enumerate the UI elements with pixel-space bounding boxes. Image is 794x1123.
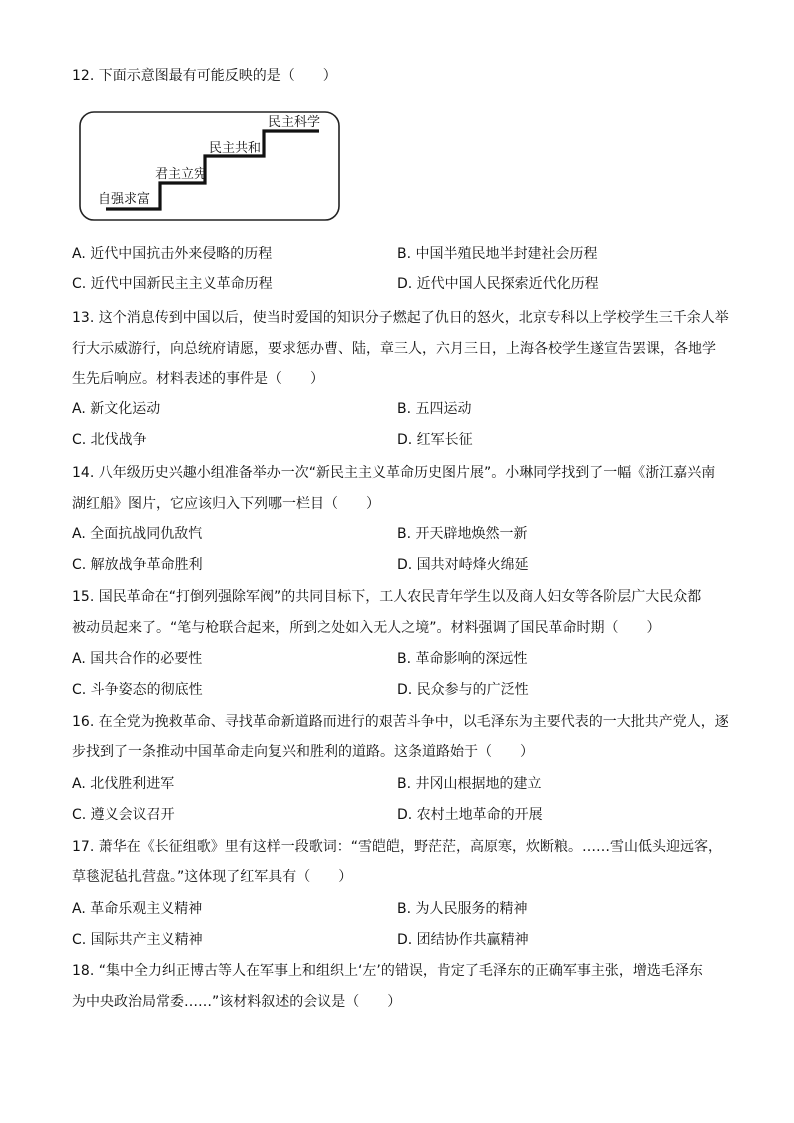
question-12-option-c[interactable]: C. 近代中国新民主主义革命历程 xyxy=(72,276,273,292)
step-label-1: 自强求富 xyxy=(98,192,151,207)
question-14-option-c[interactable]: C. 解放战争革命胜利 xyxy=(72,557,203,573)
question-17-option-d[interactable]: D. 团结协作共赢精神 xyxy=(397,932,529,948)
step-label-3: 民主共和 xyxy=(209,141,262,156)
question-17-option-b[interactable]: B. 为人民服务的精神 xyxy=(397,901,528,917)
question-13-stem-line-3: 生先后响应。材料表述的事件是（ ） xyxy=(72,371,324,387)
question-13-stem-line-2: 行大示威游行，向总统府请愿，要求惩办曹、陆，章三人，六月三日，上海各校学生遂宣告罢课，各地学 xyxy=(72,341,716,357)
question-17-option-c[interactable]: C. 国际共产主义精神 xyxy=(72,932,203,948)
question-15-stem-line-1: 15. 国民革命在“打倒列强除军阀”的共同目标下，工人农民青年学生以及商人妇女等各阶层广大民众都 xyxy=(72,589,702,605)
question-12-option-b[interactable]: B. 中国半殖民地半封建社会历程 xyxy=(397,246,598,262)
question-17-option-a[interactable]: A. 革命乐观主义精神 xyxy=(72,901,203,917)
question-12-option-a[interactable]: A. 近代中国抗击外来侵略的历程 xyxy=(72,246,273,262)
staircase-diagram xyxy=(79,111,340,221)
question-16-option-a[interactable]: A. 北伐胜利进军 xyxy=(72,776,175,792)
question-13-option-a[interactable]: A. 新文化运动 xyxy=(72,401,161,417)
question-14-option-a[interactable]: A. 全面抗战同仇敌忾 xyxy=(72,526,203,542)
step-label-4: 民主科学 xyxy=(268,115,321,130)
question-15-stem-line-2: 被动员起来了。“笔与枪联合起来，所到之处如入无人之境”。材料强调了国民革命时期（ ） xyxy=(72,620,661,636)
question-14-option-d[interactable]: D. 国共对峙烽火绵延 xyxy=(397,557,529,573)
question-18-stem-line-2: 为中央政治局常委……”该材料叙述的会议是（ ） xyxy=(72,994,402,1010)
question-17-stem-line-2: 草毯泥毡扎营盘。”这体现了红军具有（ ） xyxy=(72,869,353,885)
question-13-option-c[interactable]: C. 北伐战争 xyxy=(72,432,147,448)
question-13-option-b[interactable]: B. 五四运动 xyxy=(397,401,472,417)
question-16-stem-line-1: 16. 在全党为挽救革命、寻找革命新道路而进行的艰苦斗争中，以毛泽东为主要代表的一大批共产党人，逐 xyxy=(72,714,729,730)
question-15-option-b[interactable]: B. 革命影响的深远性 xyxy=(397,651,528,667)
question-12-option-d[interactable]: D. 近代中国人民探索近代化历程 xyxy=(397,276,599,292)
question-17-stem-line-1: 17. 萧华在《长征组歌》里有这样一段歌词：“雪皑皑，野茫茫，高原寒，炊断粮。……雪山低头迎远客， xyxy=(72,839,722,855)
step-label-2: 君主立宪 xyxy=(155,167,208,182)
question-16-stem-line-2: 步找到了一条推动中国革命走向复兴和胜利的道路。这条道路始于（ ） xyxy=(72,744,534,760)
question-18-stem-line-1: 18. “集中全力纠正博古等人在军事上和组织上‘左’的错误，肯定了毛泽东的正确军事主张，增选毛泽东 xyxy=(72,963,703,979)
question-15-option-a[interactable]: A. 国共合作的必要性 xyxy=(72,651,203,667)
question-16-option-d[interactable]: D. 农村土地革命的开展 xyxy=(397,807,543,823)
question-15-option-d[interactable]: D. 民众参与的广泛性 xyxy=(397,682,529,698)
question-16-option-c[interactable]: C. 遵义会议召开 xyxy=(72,807,175,823)
question-14-stem-line-2: 湖红船》图片，它应该归入下列哪一栏目（ ） xyxy=(72,496,380,512)
question-13-option-d[interactable]: D. 红军长征 xyxy=(397,432,473,448)
question-14-stem-line-1: 14. 八年级历史兴趣小组准备举办一次“新民主主义革命历史图片展”。小琳同学找到了一幅《浙江嘉兴南 xyxy=(72,465,716,481)
question-16-option-b[interactable]: B. 井冈山根据地的建立 xyxy=(397,776,542,792)
question-12-stem: 12. 下面示意图最有可能反映的是（ ） xyxy=(72,68,337,84)
question-13-stem-line-1: 13. 这个消息传到中国以后，使当时爱国的知识分子燃起了仇日的怒火，北京专科以上学校学生三千余人举 xyxy=(72,310,729,326)
question-15-option-c[interactable]: C. 斗争姿态的彻底性 xyxy=(72,682,203,698)
question-14-option-b[interactable]: B. 开天辟地焕然一新 xyxy=(397,526,528,542)
